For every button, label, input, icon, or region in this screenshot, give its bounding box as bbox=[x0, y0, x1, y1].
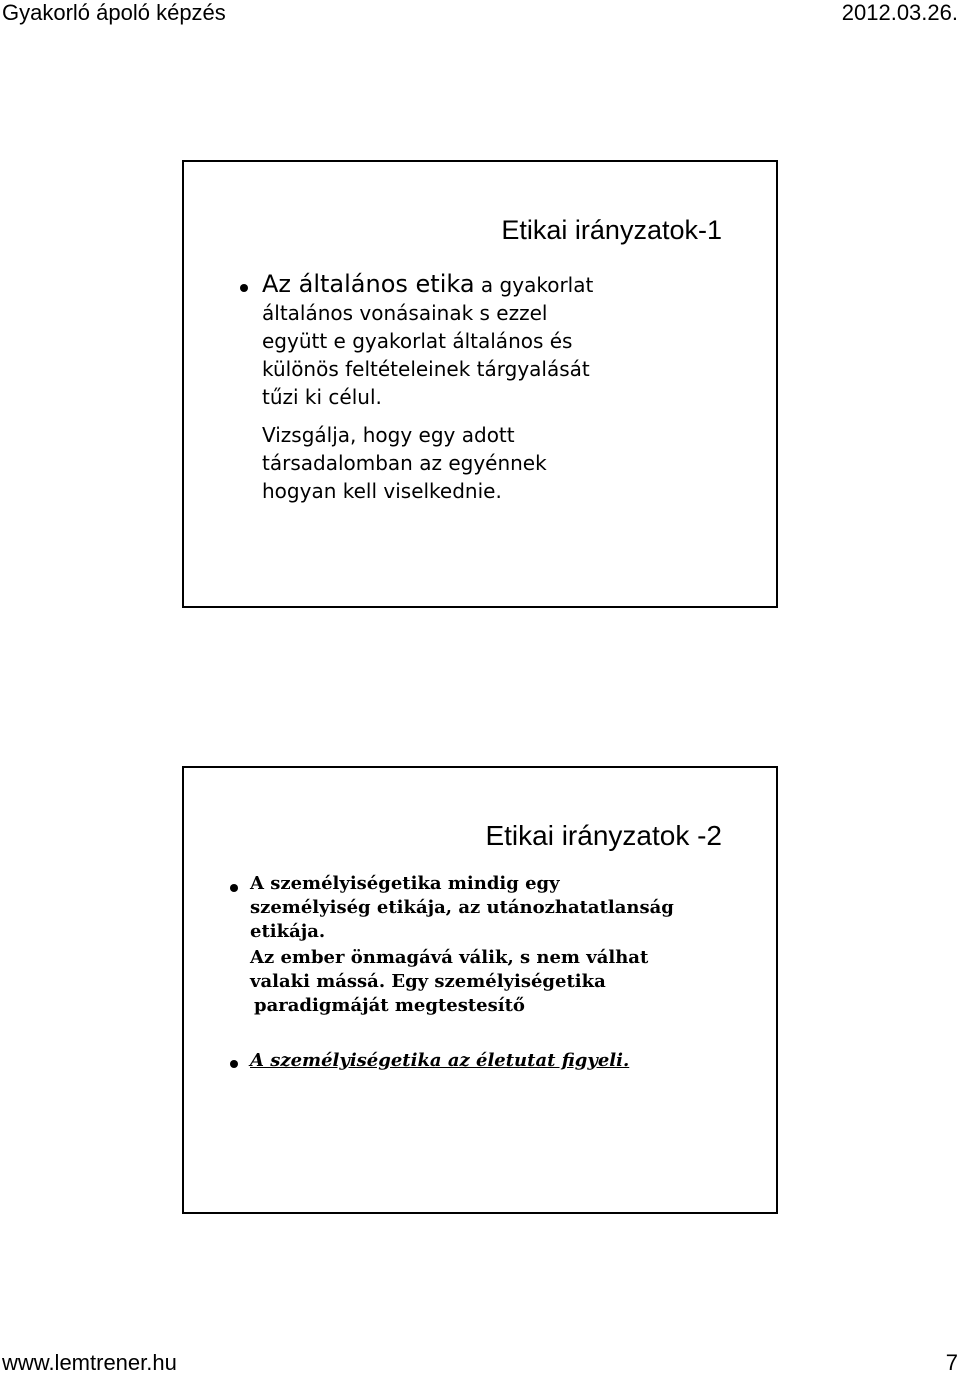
slide-2-line-6: paradigmáját megtestesítő bbox=[254, 995, 525, 1016]
slide-1-line-1 bbox=[262, 270, 742, 299]
slide-2-line-2: személyiség etikája, az utánozhatatlanság bbox=[250, 897, 674, 918]
slide-1-line-1-rest: a gyakorlat bbox=[474, 273, 594, 297]
header-date: 2012.03.26. bbox=[841, 0, 958, 25]
slide-1-line-2: általános vonásainak s ezzel bbox=[262, 301, 548, 325]
slide-2-line-1: A személyiségetika mindig egy bbox=[250, 873, 560, 894]
slide-2-line-3: etikája. bbox=[250, 921, 326, 942]
slide-1-bullet-text bbox=[262, 270, 742, 505]
slide-2-bullet-2-text: A személyiségetika az életutat figyeli. bbox=[250, 1050, 630, 1071]
slide-2-line-4: Az ember önmagává válik, s nem válhat bbox=[250, 947, 649, 968]
bullet-dot-icon bbox=[230, 884, 238, 892]
slide-1-p2-line-2: társadalomban az egyénnek bbox=[262, 451, 547, 475]
footer-page-number: 7 bbox=[945, 1350, 958, 1375]
header-course-title: Gyakorló ápoló képzés bbox=[2, 0, 226, 25]
slide-1-line-3: együtt e gyakorlat általános és bbox=[262, 329, 573, 353]
slide-1-lead-term: Az általános etika bbox=[262, 270, 475, 298]
slide-1-p2-line-1: Vizsgálja, hogy egy adott bbox=[262, 423, 515, 447]
slide-1 bbox=[182, 160, 778, 608]
bullet-dot-icon bbox=[240, 284, 248, 292]
slide-1-line-5: tűzi ki célul. bbox=[262, 385, 382, 409]
slide-1-title: Etikai irányzatok-1 bbox=[501, 215, 722, 245]
slide-1-p2-line-3: hogyan kell viselkednie. bbox=[262, 479, 502, 503]
slide-2-line-5: valaki mássá. Egy személyiségetika bbox=[250, 971, 606, 992]
slide-2-title: Etikai irányzatok -2 bbox=[485, 820, 722, 851]
bullet-dot-icon bbox=[230, 1060, 238, 1068]
slide-1-paragraph-2 bbox=[262, 421, 742, 505]
slide-2-bullet-1-text bbox=[250, 872, 750, 1018]
slide-1-line-4: különös feltételeinek tárgyalását bbox=[262, 357, 590, 381]
footer-website: www.lemtrener.hu bbox=[2, 1350, 177, 1375]
slide-2 bbox=[182, 766, 778, 1214]
